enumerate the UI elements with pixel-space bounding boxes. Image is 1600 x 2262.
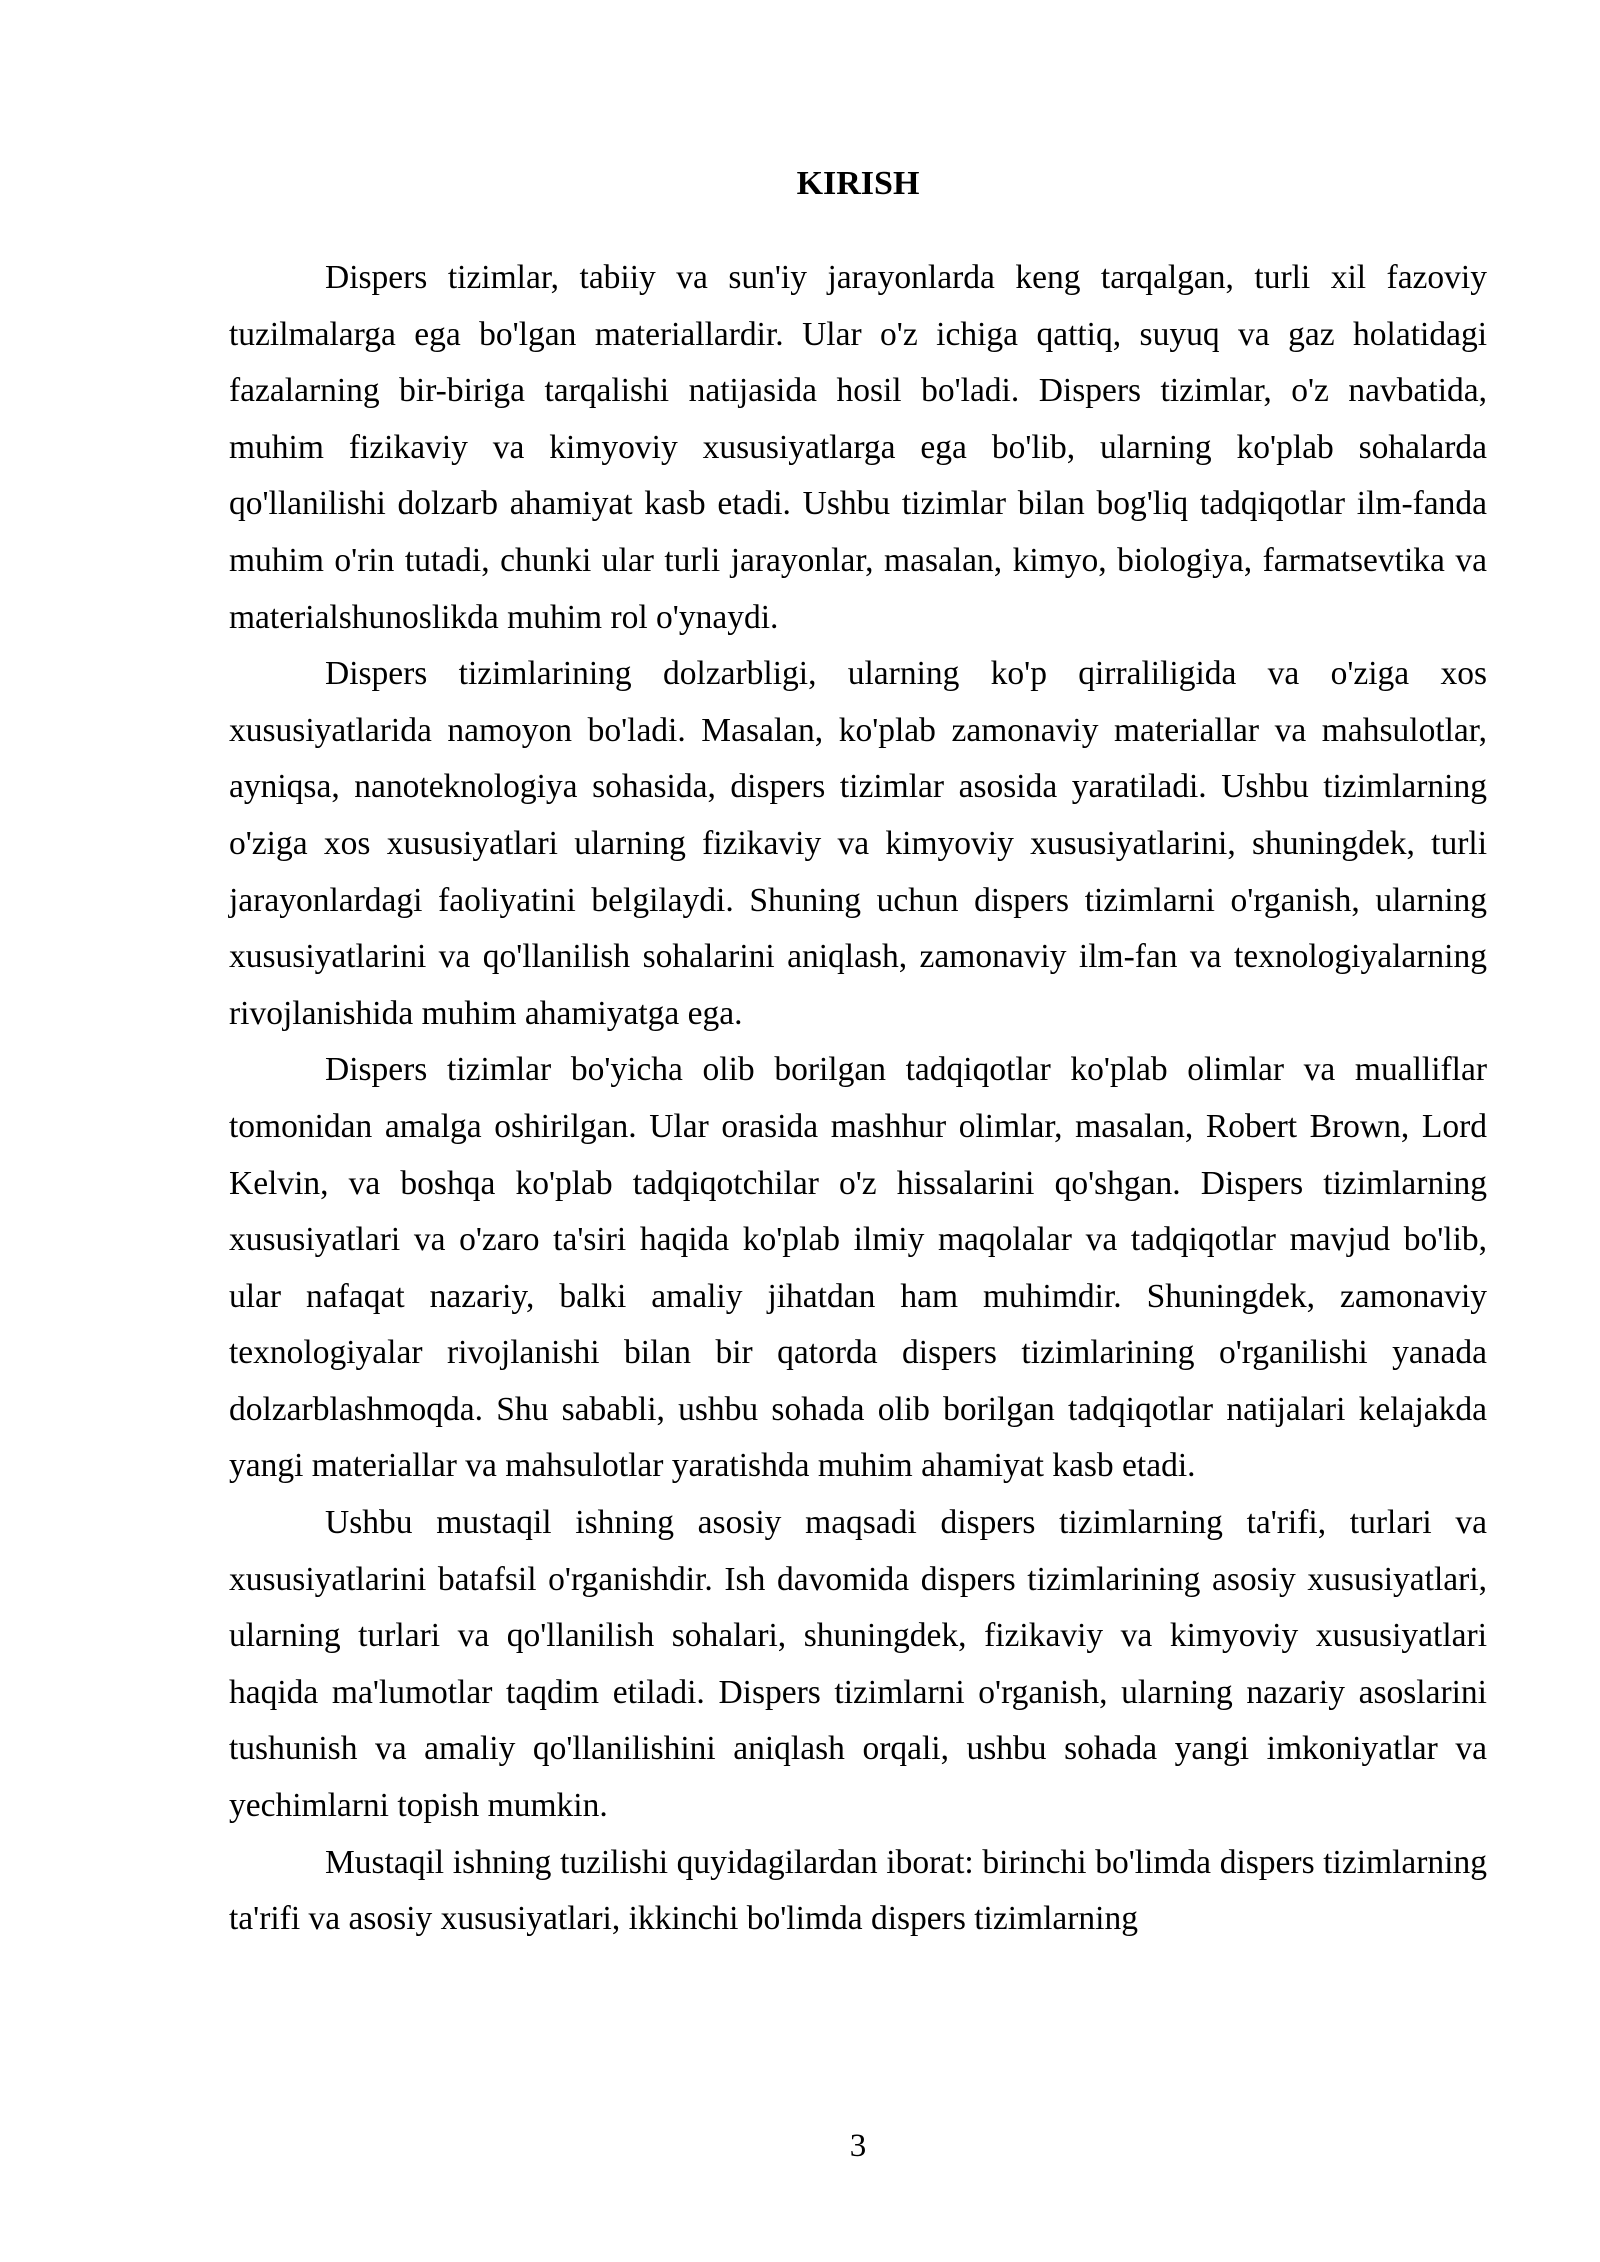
- paragraph-2: Dispers tizimlarining dolzarbligi, ularning ko'p qirraliligida va o'ziga xos xususiyatlarida namoyon bo'ladi. Masalan, ko'plab zamonaviy materiallar va mahsulotlar, ayniqsa, nanoteknologiya sohasida, dispers tizimlar asosida yaratiladi. Ushbu tizimlarning o'ziga xos xususiyatlari ularning fizikaviy va kimyoviy xususiyatlarini, shuningdek, turli jarayonlardagi faoliyatini belgilaydi. Shuning uchun dispers tizimlarni o'rganish, ularning xususiyatlarini va qo'llanilish sohalarini aniqlash, zamonaviy ilm-fan va texnologiyalarning rivojlanishida muhim ahamiyatga ega.: [229, 655, 1487, 1032]
- page-title-container: [229, 165, 1487, 203]
- paragraph-3: Dispers tizimlar bo'yicha olib borilgan tadqiqotlar ko'plab olimlar va mualliflar tomonidan amalga oshirilgan. Ular orasida mashhur olimlar, masalan, Robert Brown, Lord Kelvin, va boshqa ko'plab tadqiqotchilar o'z hissalarini qo'shgan. Dispers tizimlarning xususiyatlari va o'zaro ta'siri haqida ko'plab ilmiy maqolalar va tadqiqotlar mavjud bo'lib, ular nafaqat nazariy, balki amaliy jihatdan ham muhimdir. Shuningdek, zamonaviy texnologiyalar rivojlanishi bilan bir qatorda dispers tizimlarining o'rganilishi yanada dolzarblashmoqda. Shu sababli, ushbu sohada olib borilgan tadqiqotlar natijalari kelajakda yangi materiallar va mahsulotlar yaratishda muhim ahamiyat kasb etadi.: [229, 1051, 1487, 1485]
- paragraph-5: Mustaqil ishning tuzilishi quyidagilardan iborat: birinchi bo'limda dispers tizimlarning ta'rifi va asosiy xususiyatlari, ikkinchi bo'limda dispers tizimlarning: [229, 1843, 1487, 1938]
- page-number: 3: [849, 2128, 867, 2164]
- paragraph-4: Ushbu mustaqil ishning asosiy maqsadi dispers tizimlarning ta'rifi, turlari va xususiyatlarini batafsil o'rganishdir. Ish davomida dispers tizimlarining asosiy xususiyatlari, ularning turlari va qo'llanilish sohalari, shuningdek, fizikaviy va kimyoviy xususiyatlari haqida ma'lumotlar taqdim etiladi. Dispers tizimlarni o'rganish, ularning nazariy asoslarini tushunish va amaliy qo'llanilishini aniqlash orqali, ushbu sohada yangi imkoniyatlar va yechimlarni topish mumkin.: [229, 1504, 1487, 1825]
- paragraph-1: Dispers tizimlar, tabiiy va sun'iy jarayonlarda keng tarqalgan, turli xil fazoviy tuzilmalarga ega bo'lgan materiallardir. Ular o'z ichiga qattiq, suyuq va gaz holatidagi fazalarning bir-biriga tarqalishi natijasida hosil bo'ladi. Dispers tizimlar, o'z navbatida, muhim fizikaviy va kimyoviy xususiyatlarga ega bo'lib, ularning ko'plab sohalarda qo'llanilishi dolzarb ahamiyat kasb etadi. Ushbu tizimlar bilan bog'liq tadqiqotlar ilm-fanda muhim o'rin tutadi, chunki ular turli jarayonlar, masalan, kimyo, biologiya, farmatsevtika va materialshunoslikda muhim rol o'ynaydi.: [229, 259, 1487, 636]
- page-title: KIRISH: [796, 165, 920, 202]
- document-body: [229, 250, 1487, 1948]
